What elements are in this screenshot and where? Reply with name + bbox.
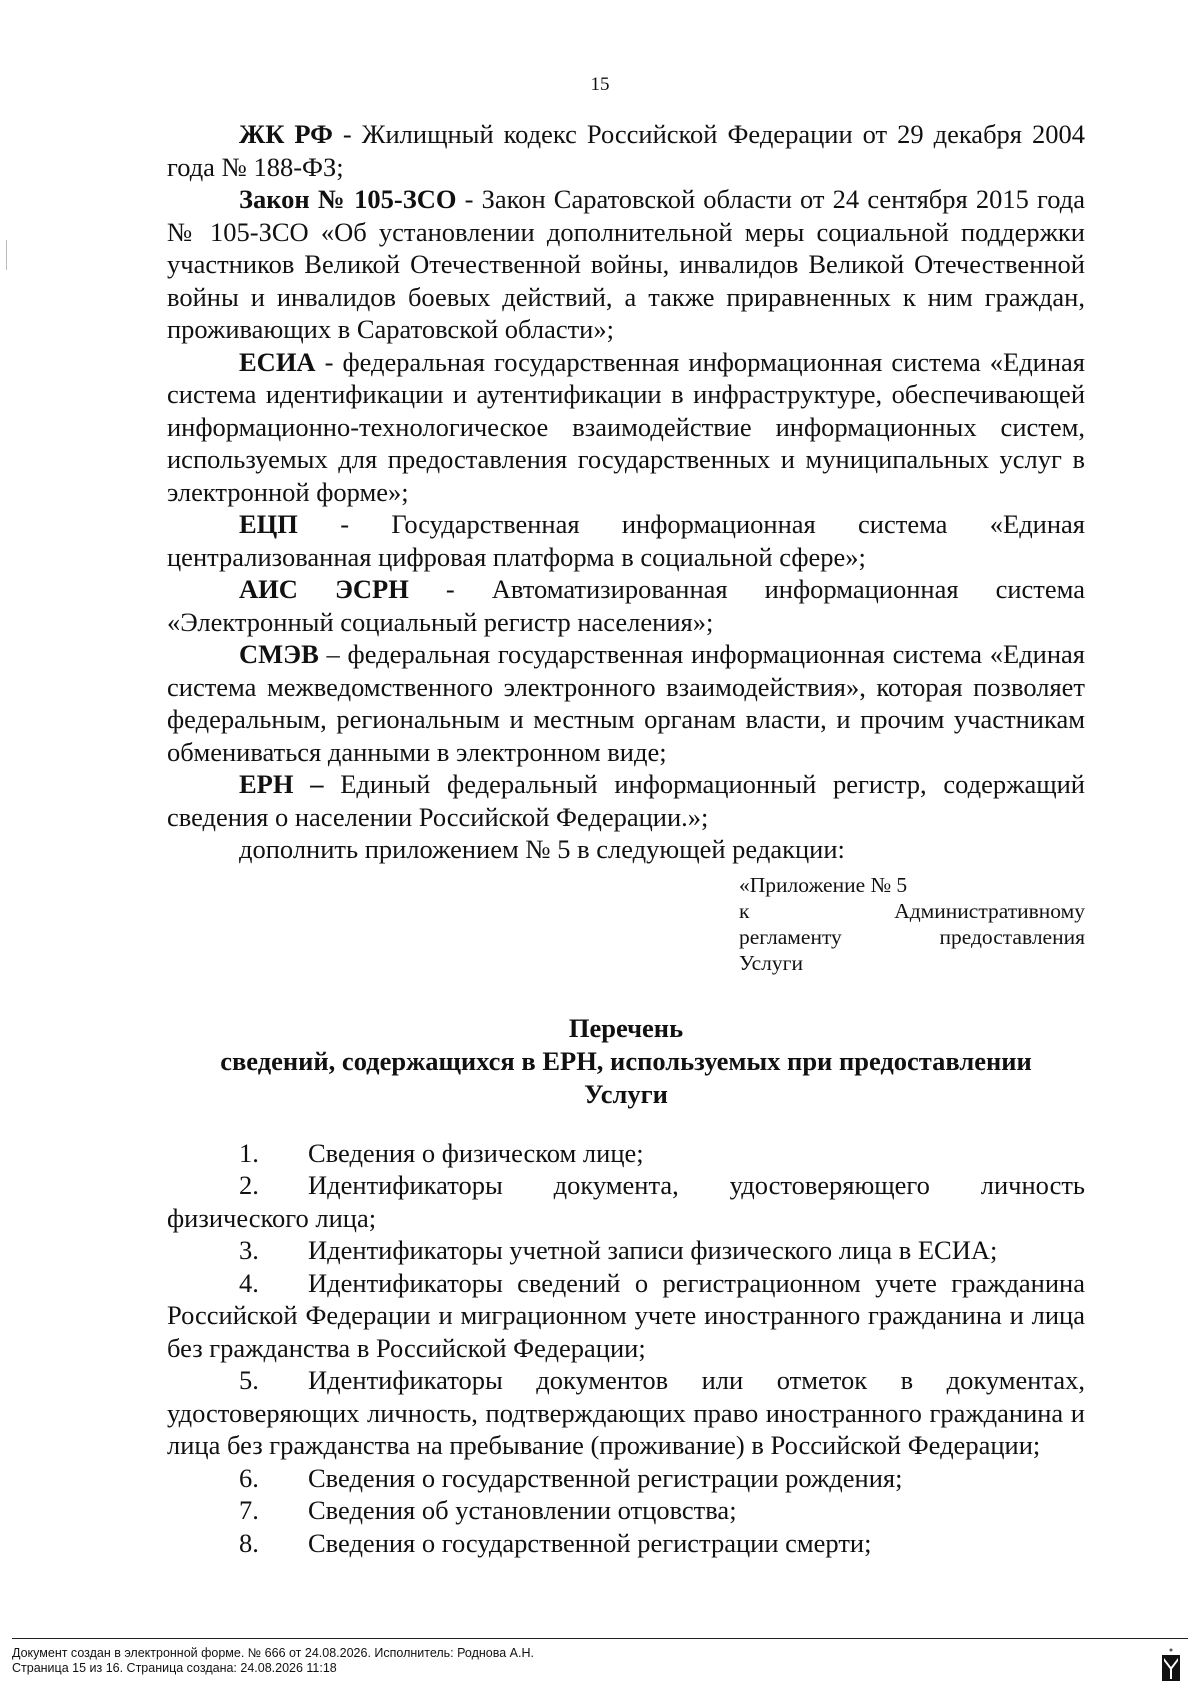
definition-paragraph [167,346,1085,509]
appendix-line: Услуги [739,950,803,975]
definition-term: СМЭВ [239,639,319,669]
list-item-number: 7. [239,1495,259,1525]
definition-term: Закон № 105-ЗСО [239,184,457,214]
definition-paragraph [167,768,1085,833]
definition-paragraph [167,638,1085,768]
list-item-number: 2. [239,1170,259,1200]
appendix-reference [739,872,1085,976]
list-item [167,1169,1085,1234]
definition-term: ЕЦП [239,509,298,539]
list-item [167,1462,1085,1495]
definition-text: – федеральная государственная информационная система «Единая система межведомственного электронного взаимодействия», которая позволяет федеральным, региональным и местным органам власти, и прочим участникам обмениваться данными в электронном виде; [167,639,1085,767]
definition-text: - Автоматизированная информационная система «Электронный социальный регистр населения»; [167,574,1085,637]
list-item-text: Сведения об установлении отцовства; [308,1495,737,1525]
heading-line: Перечень [568,1012,684,1043]
list-item-number: 6. [239,1462,259,1493]
scan-margin-mark [6,240,7,270]
list-item-number: 8. [239,1527,259,1558]
footer-line: Страница 15 из 16. Страница создана: 24.08.2026 11:18 [12,1661,337,1675]
definition-text: - Закон Саратовской области от 24 сентября 2015 года № 105-ЗСО «Об установлении дополнительной меры социальной поддержки участников Великой Отечественной войны, инвалидов Великой Отечественной войны и инвалидов боевых действий, а также приравненных к ним граждан, проживающих в Саратовской области»; [167,184,1085,344]
definition-term: ЕРН – [239,769,324,799]
list-item-number: 4. [239,1267,259,1298]
list-item [167,1137,1085,1170]
page-number: 15 [590,74,610,95]
document-body [167,118,1085,1559]
supplement-line: дополнить приложением № 5 в следующей редакции: [239,834,845,864]
emblem-icon [1162,1647,1180,1681]
list-item-text: Идентификаторы документа, удостоверяющего личность физического лица; [167,1170,1085,1233]
definition-term: ЖК РФ [239,119,333,149]
list-heading [167,1012,1085,1111]
definition-paragraph [167,508,1085,573]
definition-text: - Государственная информационная система «Единая централизованная цифровая платформа в социальной сфере»; [167,509,1085,572]
definition-term: ЕСИА [239,346,316,377]
list-item [167,1364,1085,1462]
definition-term: АИС ЭСРН [239,574,409,604]
heading-line: сведений, содержащихся в ЕРН, используемых при предоставлении [220,1045,1032,1076]
list-item-number: 1. [239,1137,259,1168]
heading-line: Услуги [584,1078,668,1109]
list-item [167,1234,1085,1267]
list-item-text: Сведения о физическом лице; [308,1137,644,1168]
list-item-text: Идентификаторы сведений о регистрационном учете гражданина Российской Федерации и миграционном учете иностранного гражданина и лица без гражданства в Российской Федерации; [167,1267,1085,1363]
definition-text: - Жилищный кодекс Российской Федерации от 29 декабря 2004 года № 188-ФЗ; [167,119,1085,182]
list-item-text: Идентификаторы учетной записи физического лица в ЕСИА; [308,1235,998,1265]
definition-paragraph [167,118,1085,183]
definition-text: - федеральная государственная информационная система «Единая система идентификации и аутентификации в инфраструктуре, обеспечивающей информационно-технологическое взаимодействие информационных систем, используемых для предоставления государственных и муниципальных услуг в электронной форме»; [167,346,1085,507]
list-item-text: Идентификаторы документов или отметок в документах, удостоверяющих личность, подтверждающих право иностранного гражданина и лица без гражданства на пребывание (проживание) в Российской Федерации; [167,1365,1085,1460]
definition-paragraph [167,573,1085,638]
appendix-line: к Административному [739,898,1085,923]
appendix-line: регламенту предоставления [739,924,1085,949]
list-item-text: Сведения о государственной регистрации смерти; [308,1527,872,1558]
appendix-line: «Приложение № 5 [739,872,908,897]
definition-text: Единый федеральный информационный регистр, содержащий сведения о населении Российской Федерации.»; [167,769,1085,832]
footer-divider [12,1638,1188,1639]
info-list [167,1137,1085,1560]
definition-paragraph [167,183,1085,346]
list-item [167,1267,1085,1365]
list-item [167,1527,1085,1560]
list-item [167,1494,1085,1527]
list-item-number: 5. [239,1365,259,1395]
footer-line: Документ создан в электронной форме. № 666 от 24.08.2026. Исполнитель: Роднова А.Н. [12,1646,534,1660]
list-item-number: 3. [239,1235,259,1265]
list-item-text: Сведения о государственной регистрации рождения; [308,1462,903,1493]
footer [12,1646,534,1676]
